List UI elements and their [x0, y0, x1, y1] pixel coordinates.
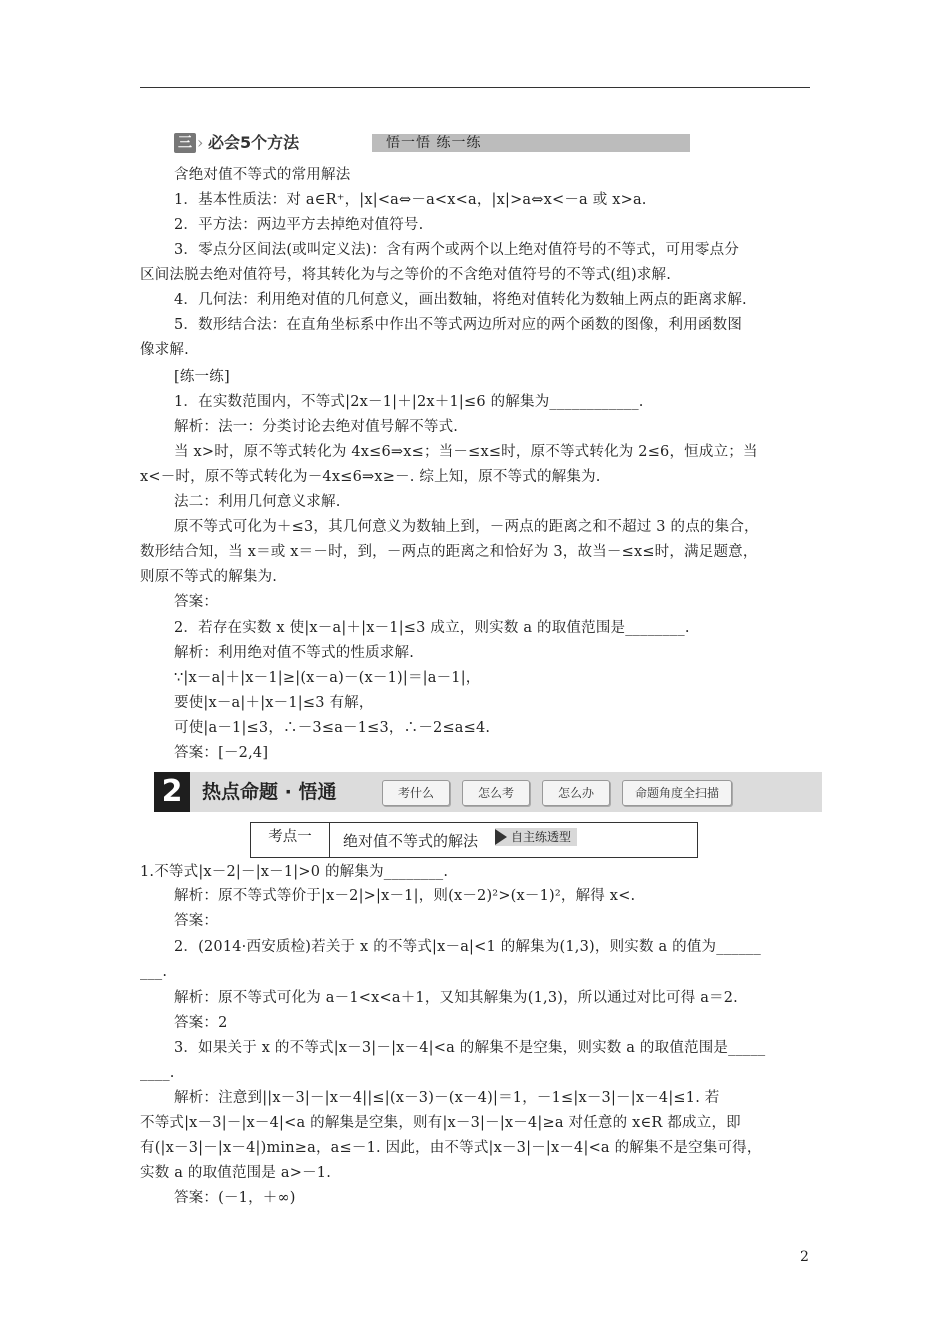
chevron-right-icon: ›	[197, 133, 204, 152]
practice-q2-sol4: 可使|a－1|≤3，∴－3≤a－1≤3，∴－2≤a≤4.	[174, 720, 491, 736]
practice-q1-answer: 答案：	[174, 594, 219, 610]
method-1: 1．基本性质法：对 a∈R⁺，|x|<a⇔－a<x<a，|x|>a⇔x<－a 或 x>a.	[174, 192, 647, 208]
problem-3-line1: 3．如果关于 x 的不等式|x－3|－|x－4|<a 的解集不是空集，则实数 a 的取值范围是_____	[174, 1040, 766, 1056]
practice-q2-sol1: 解析：利用绝对值不等式的性质求解.	[174, 645, 415, 661]
practice-q2: 2．若存在实数 x 使|x－a|＋|x－1|≤3 成立，则实数 a 的取值范围是________.	[174, 620, 690, 636]
problem-1: 1.不等式|x－2|－|x－1|>0 的解集为________.	[140, 864, 449, 880]
method-4: 4．几何法：利用绝对值的几何意义，画出数轴，将绝对值转化为数轴上两点的距离求解.	[174, 292, 747, 308]
zenmekao-button[interactable]: 怎么考	[462, 780, 530, 806]
practice-q2-sol2: ∵|x－a|＋|x－1|≥|(x－a)－(x－1)|＝|a－1|，	[174, 670, 481, 686]
problem-3-sol4: 实数 a 的取值范围是 a>－1.	[140, 1165, 331, 1181]
kaodian-title: 绝对值不等式的解法	[343, 832, 479, 850]
zenmeban-button[interactable]: 怎么办	[542, 780, 610, 806]
practice-q1-sol3: x<－时，原不等式转化为－4x≤6⇒x≥－. 综上知，原不等式的解集为.	[140, 469, 601, 485]
problem-3-sol1: 解析：注意到||x－3|－|x－4||≤|(x－3)－(x－4)|＝1，－1≤|x－3|－|x－4|≤1. 若	[174, 1090, 720, 1106]
section1-header	[174, 130, 690, 156]
header-rule	[140, 87, 810, 88]
section2-number: 2	[154, 772, 190, 812]
problem-3-line2: ____.	[140, 1065, 175, 1081]
problem-2-solution: 解析：原不等式可化为 a－1<x<a＋1，又知其解集为(1,3)，所以通过对比可得 a＝2.	[174, 990, 738, 1006]
kaodian-tag: 自主练透型	[495, 828, 577, 846]
method-3-line1: 3．零点分区间法(或叫定义法)：含有两个或两个以上绝对值符号的不等式，可用零点分	[174, 242, 740, 258]
problem-2-answer: 答案：2	[174, 1015, 228, 1031]
method-5-line1: 5．数形结合法：在直角坐标系中作出不等式两边所对应的两个函数的图像，利用函数图	[174, 317, 743, 333]
practice-q1-sol5: 原不等式可化为＋≤3，其几何意义为数轴上到，－两点的距离之和不超过 3 的点的集合，	[174, 519, 759, 535]
method-3-line2: 区间法脱去绝对值符号，将其转化为与之等价的不含绝对值符号的不等式(组)求解.	[140, 267, 672, 283]
practice-q1-sol7: 则原不等式的解集为.	[140, 569, 278, 585]
problem-2-line2: ___.	[140, 964, 168, 980]
section2-header	[154, 772, 822, 812]
section2-title: 热点命题 · 悟通	[202, 781, 337, 803]
practice-label: [练一练]	[174, 369, 230, 385]
practice-q1-sol6: 数形结合知，当 x＝或 x＝－时，到，－两点的距离之和恰好为 3，故当－≤x≤时，满足题意，	[140, 544, 758, 560]
kaodian-box	[250, 822, 698, 858]
section1-subtitle: 悟一悟 练一练	[386, 135, 482, 151]
practice-q1-sol4: 法二：利用几何意义求解.	[174, 494, 341, 510]
practice-q1-sol1: 解析：法一：分类讨论去绝对值号解不等式.	[174, 419, 459, 435]
problem-3-sol3: 有(|x－3|－|x－4|)min≥a，a≤－1. 因此，由不等式|x－3|－|x－4|<a 的解集不是空集可得，	[140, 1140, 762, 1156]
practice-q1-sol2: 当 x>时，原不等式转化为 4x≤6⇒x≤；当－≤x≤时，原不等式转化为 2≤6，恒成立；当	[174, 444, 758, 460]
problem-3-answer: 答案：(－1，＋∞)	[174, 1190, 296, 1206]
kaoshenme-button[interactable]: 考什么	[382, 780, 450, 806]
practice-q1: 1．在实数范围内，不等式|2x－1|＋|2x＋1|≤6 的解集为____________.	[174, 394, 644, 410]
methods-heading: 含绝对值不等式的常用解法	[174, 167, 351, 183]
method-2: 2．平方法：两边平方去掉绝对值符号.	[174, 217, 424, 233]
practice-q2-sol3: 要使|x－a|＋|x－1|≤3 有解，	[174, 695, 374, 711]
page-number: 2	[800, 1249, 809, 1265]
practice-q2-answer: 答案：[－2,4]	[174, 745, 269, 761]
problem-1-answer: 答案：	[174, 913, 219, 929]
play-triangle-icon	[495, 829, 507, 845]
kaodian-label: 考点一	[251, 823, 330, 857]
problem-3-sol2: 不等式|x－3|－|x－4|<a 的解集是空集，则有|x－3|－|x－4|≥a 对任意的 x∈R 都成立，即	[140, 1115, 741, 1131]
full-scan-button[interactable]: 命题角度全扫描	[622, 780, 732, 806]
problem-2-line1: 2．(2014·西安质检)若关于 x 的不等式|x－a|<1 的解集为(1,3)，则实数 a 的值为______	[174, 939, 761, 955]
problem-1-solution: 解析：原不等式等价于|x－2|>|x－1|，则(x－2)²>(x－1)²，解得 x<.	[174, 888, 636, 904]
method-5-line2: 像求解.	[140, 342, 189, 358]
section1-title: 必会5个方法	[208, 133, 300, 152]
section1-badge: 三	[174, 133, 196, 153]
